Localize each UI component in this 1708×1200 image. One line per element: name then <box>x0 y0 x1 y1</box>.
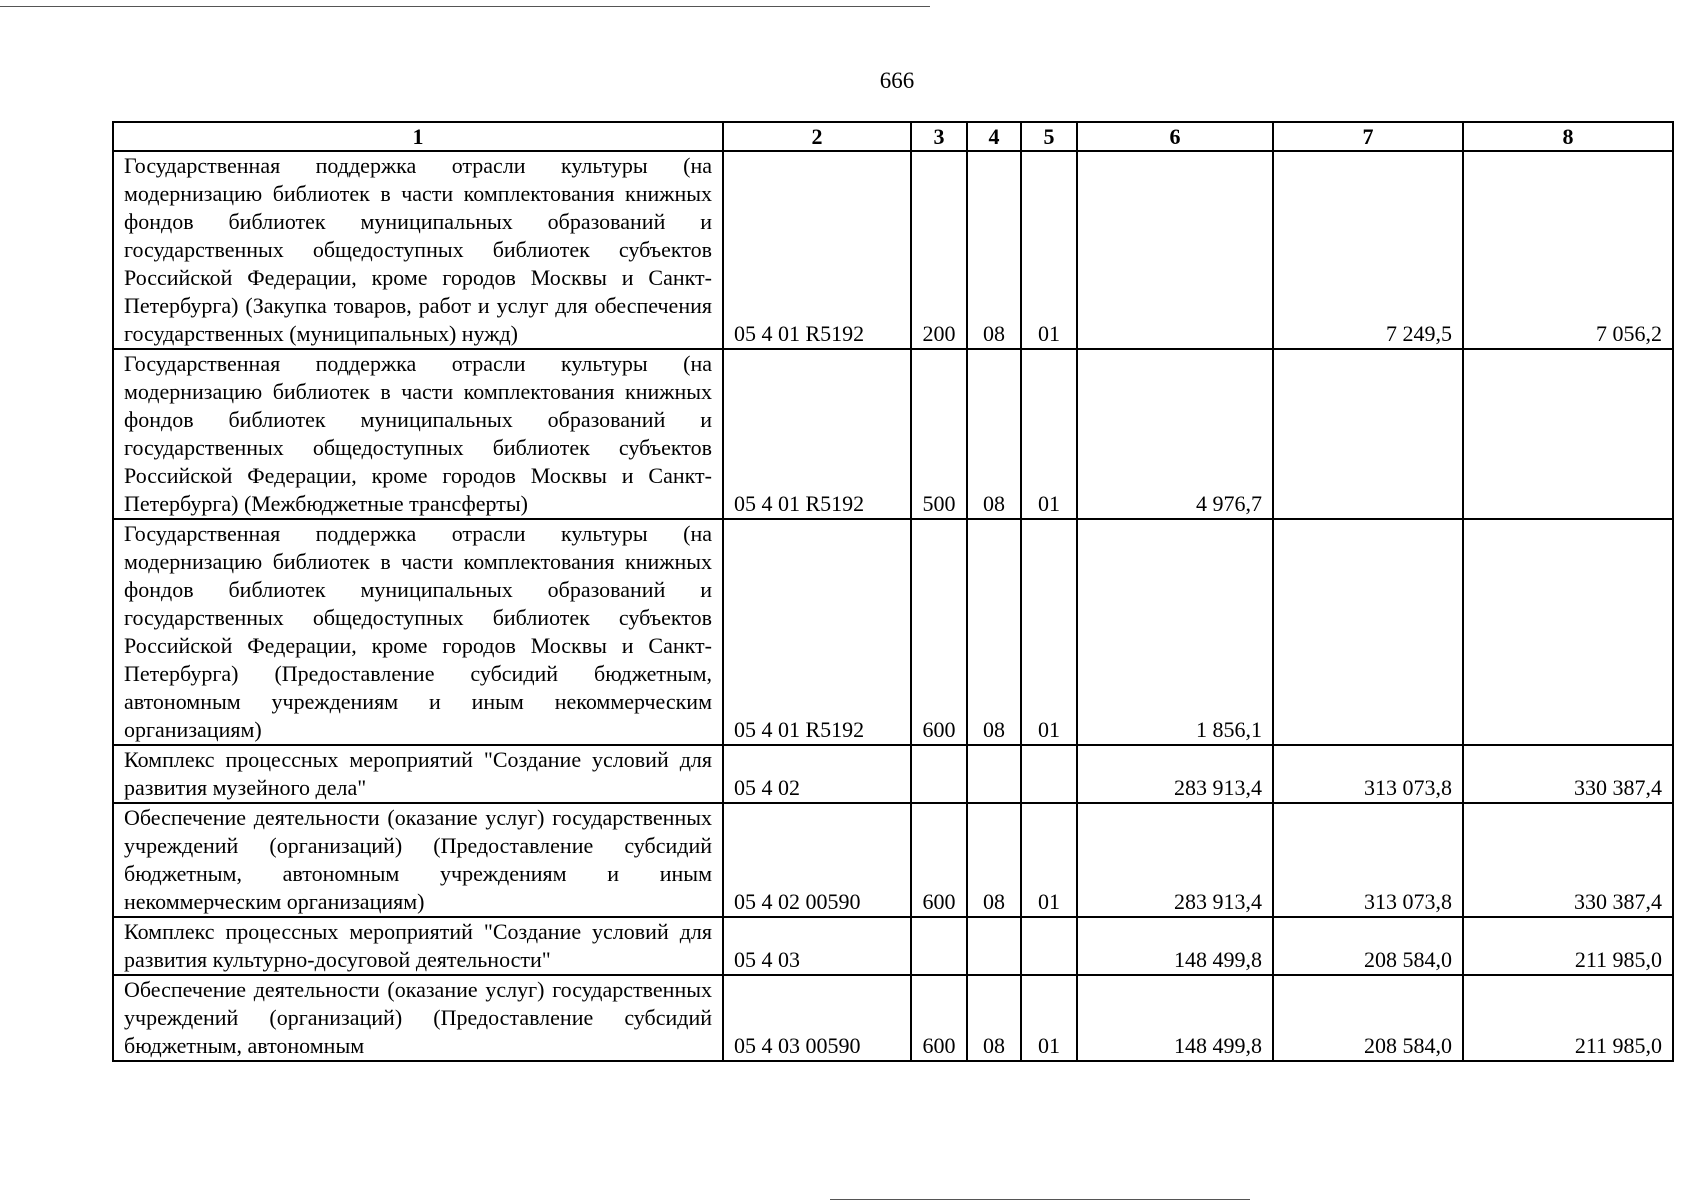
row-section <box>967 745 1021 803</box>
row-section: 08 <box>967 151 1021 349</box>
row-expense-type <box>911 917 967 975</box>
row-section <box>967 917 1021 975</box>
row-description: Комплекс процессных мероприятий "Создание условий для развития музейного дела" <box>113 745 723 803</box>
row-section: 08 <box>967 349 1021 519</box>
header-cell: 5 <box>1021 122 1077 151</box>
header-cell: 8 <box>1463 122 1673 151</box>
row-subsection <box>1021 917 1077 975</box>
row-amount-col8: 211 985,0 <box>1463 917 1673 975</box>
row-target-code: 05 4 03 <box>723 917 911 975</box>
row-target-code: 05 4 02 <box>723 745 911 803</box>
row-amount-col7: 313 073,8 <box>1273 745 1463 803</box>
table-row <box>113 349 1673 519</box>
row-amount-col7: 7 249,5 <box>1273 151 1463 349</box>
row-amount-col6: 148 499,8 <box>1077 917 1273 975</box>
row-amount-col6: 283 913,4 <box>1077 803 1273 917</box>
row-amount-col7: 313 073,8 <box>1273 803 1463 917</box>
row-section: 08 <box>967 975 1021 1061</box>
row-target-code: 05 4 01 R5192 <box>723 151 911 349</box>
table-row <box>113 151 1673 349</box>
table-header-row <box>113 122 1673 151</box>
row-expense-type: 200 <box>911 151 967 349</box>
table-row <box>113 745 1673 803</box>
row-amount-col8: 330 387,4 <box>1463 745 1673 803</box>
row-subsection: 01 <box>1021 975 1077 1061</box>
row-expense-type: 600 <box>911 803 967 917</box>
row-target-code: 05 4 02 00590 <box>723 803 911 917</box>
row-amount-col8: 211 985,0 <box>1463 975 1673 1061</box>
row-amount-col6: 4 976,7 <box>1077 349 1273 519</box>
row-description: Государственная поддержка отрасли культуры (на модернизацию библиотек в части комплектования книжных фондов библиотек муниципальных образований и государственных общедоступных библиотек субъектов Российской Федерации, кроме городов Москвы и Санкт-Петербурга) (Межбюджетные трансферты) <box>113 349 723 519</box>
row-amount-col7: 208 584,0 <box>1273 975 1463 1061</box>
header-cell: 2 <box>723 122 911 151</box>
header-cell: 3 <box>911 122 967 151</box>
row-amount-col8 <box>1463 519 1673 745</box>
row-subsection: 01 <box>1021 349 1077 519</box>
row-amount-col6: 1 856,1 <box>1077 519 1273 745</box>
row-target-code: 05 4 01 R5192 <box>723 349 911 519</box>
row-amount-col6: 283 913,4 <box>1077 745 1273 803</box>
row-section: 08 <box>967 519 1021 745</box>
top-rule <box>0 6 930 7</box>
row-amount-col7 <box>1273 519 1463 745</box>
table-row <box>113 975 1673 1061</box>
row-subsection: 01 <box>1021 151 1077 349</box>
header-cell: 1 <box>113 122 723 151</box>
row-amount-col7: 208 584,0 <box>1273 917 1463 975</box>
header-cell: 4 <box>967 122 1021 151</box>
row-target-code: 05 4 03 00590 <box>723 975 911 1061</box>
table-row <box>113 519 1673 745</box>
row-amount-col7 <box>1273 349 1463 519</box>
row-description: Государственная поддержка отрасли культуры (на модернизацию библиотек в части комплектования книжных фондов библиотек муниципальных образований и государственных общедоступных библиотек субъектов Российской Федерации, кроме городов Москвы и Санкт-Петербурга) (Предоставление субсидий бюджетным, автономным учреждениям и иным некоммерческим организациям) <box>113 519 723 745</box>
row-expense-type: 600 <box>911 519 967 745</box>
row-expense-type: 600 <box>911 975 967 1061</box>
row-amount-col6: 148 499,8 <box>1077 975 1273 1061</box>
row-section: 08 <box>967 803 1021 917</box>
row-description: Обеспечение деятельности (оказание услуг) государственных учреждений (организаций) (Предоставление субсидий бюджетным, автономным <box>113 975 723 1061</box>
row-subsection <box>1021 745 1077 803</box>
page-number: 666 <box>879 68 915 93</box>
row-description: Государственная поддержка отрасли культуры (на модернизацию библиотек в части комплектования книжных фондов библиотек муниципальных образований и государственных общедоступных библиотек субъектов Российской Федерации, кроме городов Москвы и Санкт-Петербурга) (Закупка товаров, работ и услуг для обеспечения государственных (муниципальных) нужд) <box>113 151 723 349</box>
row-description: Обеспечение деятельности (оказание услуг) государственных учреждений (организаций) (Предоставление субсидий бюджетным, автономным учреждениям и иным некоммерческим организациям) <box>113 803 723 917</box>
budget-table <box>112 121 1674 1062</box>
row-expense-type: 500 <box>911 349 967 519</box>
table-row <box>113 803 1673 917</box>
row-amount-col8 <box>1463 349 1673 519</box>
row-subsection: 01 <box>1021 803 1077 917</box>
row-amount-col6 <box>1077 151 1273 349</box>
row-expense-type <box>911 745 967 803</box>
row-amount-col8: 330 387,4 <box>1463 803 1673 917</box>
header-cell: 6 <box>1077 122 1273 151</box>
row-amount-col8: 7 056,2 <box>1463 151 1673 349</box>
row-target-code: 05 4 01 R5192 <box>723 519 911 745</box>
row-subsection: 01 <box>1021 519 1077 745</box>
row-description: Комплекс процессных мероприятий "Создание условий для развития культурно-досуговой деятельности" <box>113 917 723 975</box>
table-row <box>113 917 1673 975</box>
header-cell: 7 <box>1273 122 1463 151</box>
